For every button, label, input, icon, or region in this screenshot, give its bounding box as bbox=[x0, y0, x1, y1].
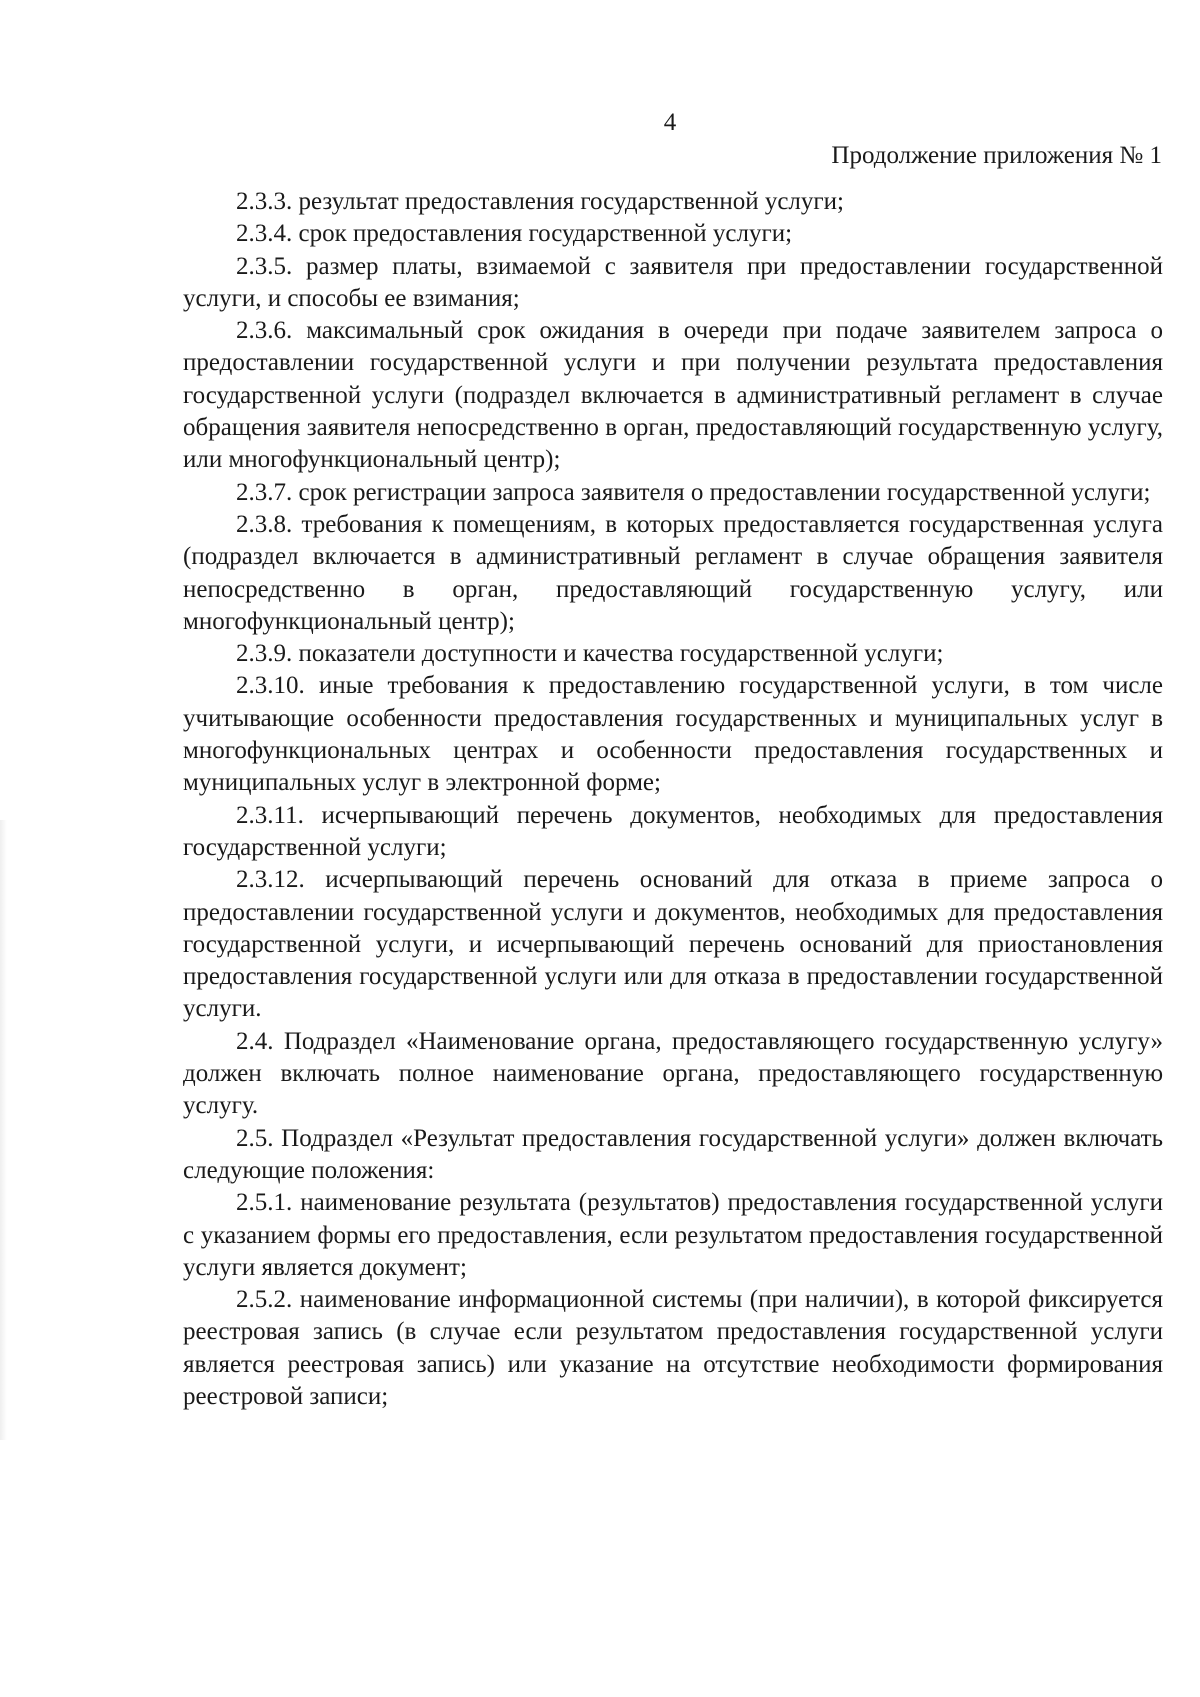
paragraph-2-3-11: 2.3.11. исчерпывающий перечень документов, необходимых для предоставления государственной услуги; bbox=[183, 801, 1163, 861]
paragraph-2-5-2: 2.5.2. наименование информационной системы (при наличии), в которой фиксируется реестровая запись (в случае если результатом предоставления государственной услуги является реестровая запись) или указание на отсутствие необходимости формирования реестровой записи; bbox=[183, 1286, 1163, 1410]
paragraph-2-3-12: 2.3.12. исчерпывающий перечень оснований для отказа в приеме запроса о предоставлении государственной услуги и документов, необходимых для предоставления государственной услуги, и исчерпывающий перечень оснований для приостановления предоставления государственной услуги или для отказа в предоставлении государственной услуги. bbox=[183, 866, 1163, 1023]
document-body bbox=[183, 186, 1163, 1413]
paragraph-2-3-3: 2.3.3. результат предоставления государственной услуги; bbox=[236, 188, 844, 215]
paragraph-2-4: 2.4. Подраздел «Наименование органа, предоставляющего государственную услугу» должен включать полное наименование органа, предоставляющего государственную услугу. bbox=[183, 1027, 1163, 1120]
appendix-continuation-header: Продолжение приложения № 1 bbox=[831, 142, 1162, 169]
paragraph-2-3-10: 2.3.10. иные требования к предоставлению государственной услуги, в том числе учитывающие особенности предоставления государственных и муниципальных услуг в многофункциональных центрах и особенности предоставления государственных и муниципальных услуг в электронной форме; bbox=[183, 672, 1163, 797]
paragraph-2-5: 2.5. Подраздел «Результат предоставления государственной услуги» должен включать следующие положения: bbox=[183, 1124, 1163, 1184]
paragraph-2-3-4: 2.3.4. срок предоставления государственной услуги; bbox=[236, 220, 793, 248]
paragraph-2-3-9: 2.3.9. показатели доступности и качества государственной услуги; bbox=[236, 640, 944, 668]
paragraph-2-3-6: 2.3.6. максимальный срок ожидания в очереди при подаче заявителем запроса о предоставлении государственной услуги и при получении результата предоставления государственной услуги (подраздел включается в административный регламент в случае обращения заявителя непосредственно в орган, предоставляющий государственную услугу, или многофункциональный центр); bbox=[183, 317, 1163, 474]
page-number: 4 bbox=[663, 109, 677, 136]
scan-edge-shadow bbox=[0, 820, 7, 1440]
paragraph-2-3-8: 2.3.8. требования к помещениям, в которых предоставляется государственная услуга (подраздел включается в административный регламент в случае обращения заявителя непосредственно в орган, предоставляющий государственную услугу, или многофункциональный центр); bbox=[183, 510, 1163, 635]
paragraph-2-3-7: 2.3.7. срок регистрации запроса заявителя о предоставлении государственной услуги; bbox=[236, 478, 1151, 506]
paragraph-2-5-1: 2.5.1. наименование результата (результатов) предоставления государственной услуги с указанием формы его предоставления, если результатом предоставления государственной услуги является документ; bbox=[183, 1189, 1163, 1281]
paragraph-2-3-5: 2.3.5. размер платы, взимаемой с заявителя при предоставлении государственной услуги, и способы ее взимания; bbox=[183, 252, 1163, 312]
